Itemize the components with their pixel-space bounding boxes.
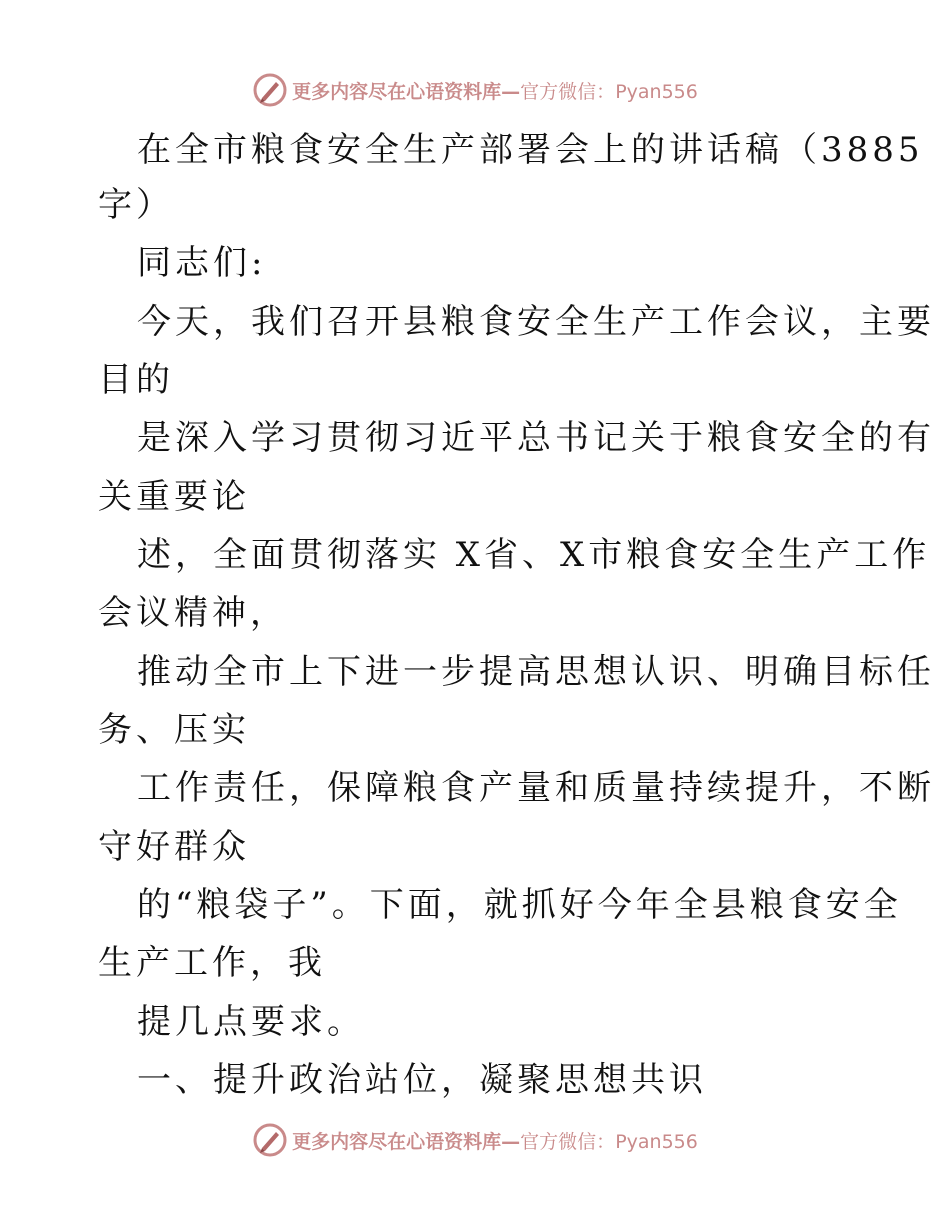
- doc-line: 目的: [98, 360, 174, 400]
- doc-line: 关重要论: [98, 477, 250, 517]
- pen-seal-logo-icon: [252, 1122, 288, 1158]
- doc-salutation: 同志们:: [137, 243, 267, 283]
- watermark-site-text: 更多内容尽在心语资料库: [292, 1130, 502, 1153]
- doc-title-line-1: 在全市粮食安全生产部署会上的讲话稿（3885: [137, 130, 924, 170]
- doc-line: 务、压实: [98, 710, 250, 750]
- doc-line: 今天，我们召开县粮食安全生产工作会议，主要: [137, 302, 935, 342]
- top-watermark-banner: [0, 70, 950, 110]
- watermark-dash: —: [501, 1130, 521, 1153]
- doc-title-line-2: 字）: [98, 185, 174, 225]
- watermark-text: [292, 77, 698, 104]
- pen-seal-logo-icon: [252, 72, 288, 108]
- watermark-site-text: 更多内容尽在心语资料库: [292, 80, 502, 103]
- doc-line: 是深入学习贯彻习近平总书记关于粮食安全的有: [137, 418, 935, 458]
- doc-line: 推动全市上下进一步提高思想认识、明确目标任: [137, 652, 935, 692]
- watermark-wechat-label: 官方微信：: [520, 1130, 616, 1153]
- watermark-text: [292, 1127, 698, 1154]
- doc-line: 生产工作，我: [98, 943, 326, 983]
- doc-line: 工作责任，保障粮食产量和质量持续提升，不断: [137, 768, 935, 808]
- doc-line: 述，全面贯彻落实 X省、X市粮食安全生产工作: [137, 535, 931, 575]
- doc-section-heading: 一、提升政治站位，凝聚思想共识: [137, 1060, 707, 1100]
- doc-line: 提几点要求。: [137, 1002, 365, 1042]
- doc-line: 会议精神，: [98, 593, 288, 633]
- bottom-watermark-banner: [0, 1120, 950, 1160]
- watermark-wechat-label: 官方微信：: [520, 80, 616, 103]
- doc-line: 守好群众: [98, 827, 250, 867]
- doc-line: 的“粮袋子”。下面，就抓好今年全县粮食安全: [137, 885, 902, 925]
- watermark-wechat-id: Pyan556: [615, 80, 698, 103]
- watermark-wechat-id: Pyan556: [615, 1130, 698, 1153]
- watermark-dash: —: [501, 80, 521, 103]
